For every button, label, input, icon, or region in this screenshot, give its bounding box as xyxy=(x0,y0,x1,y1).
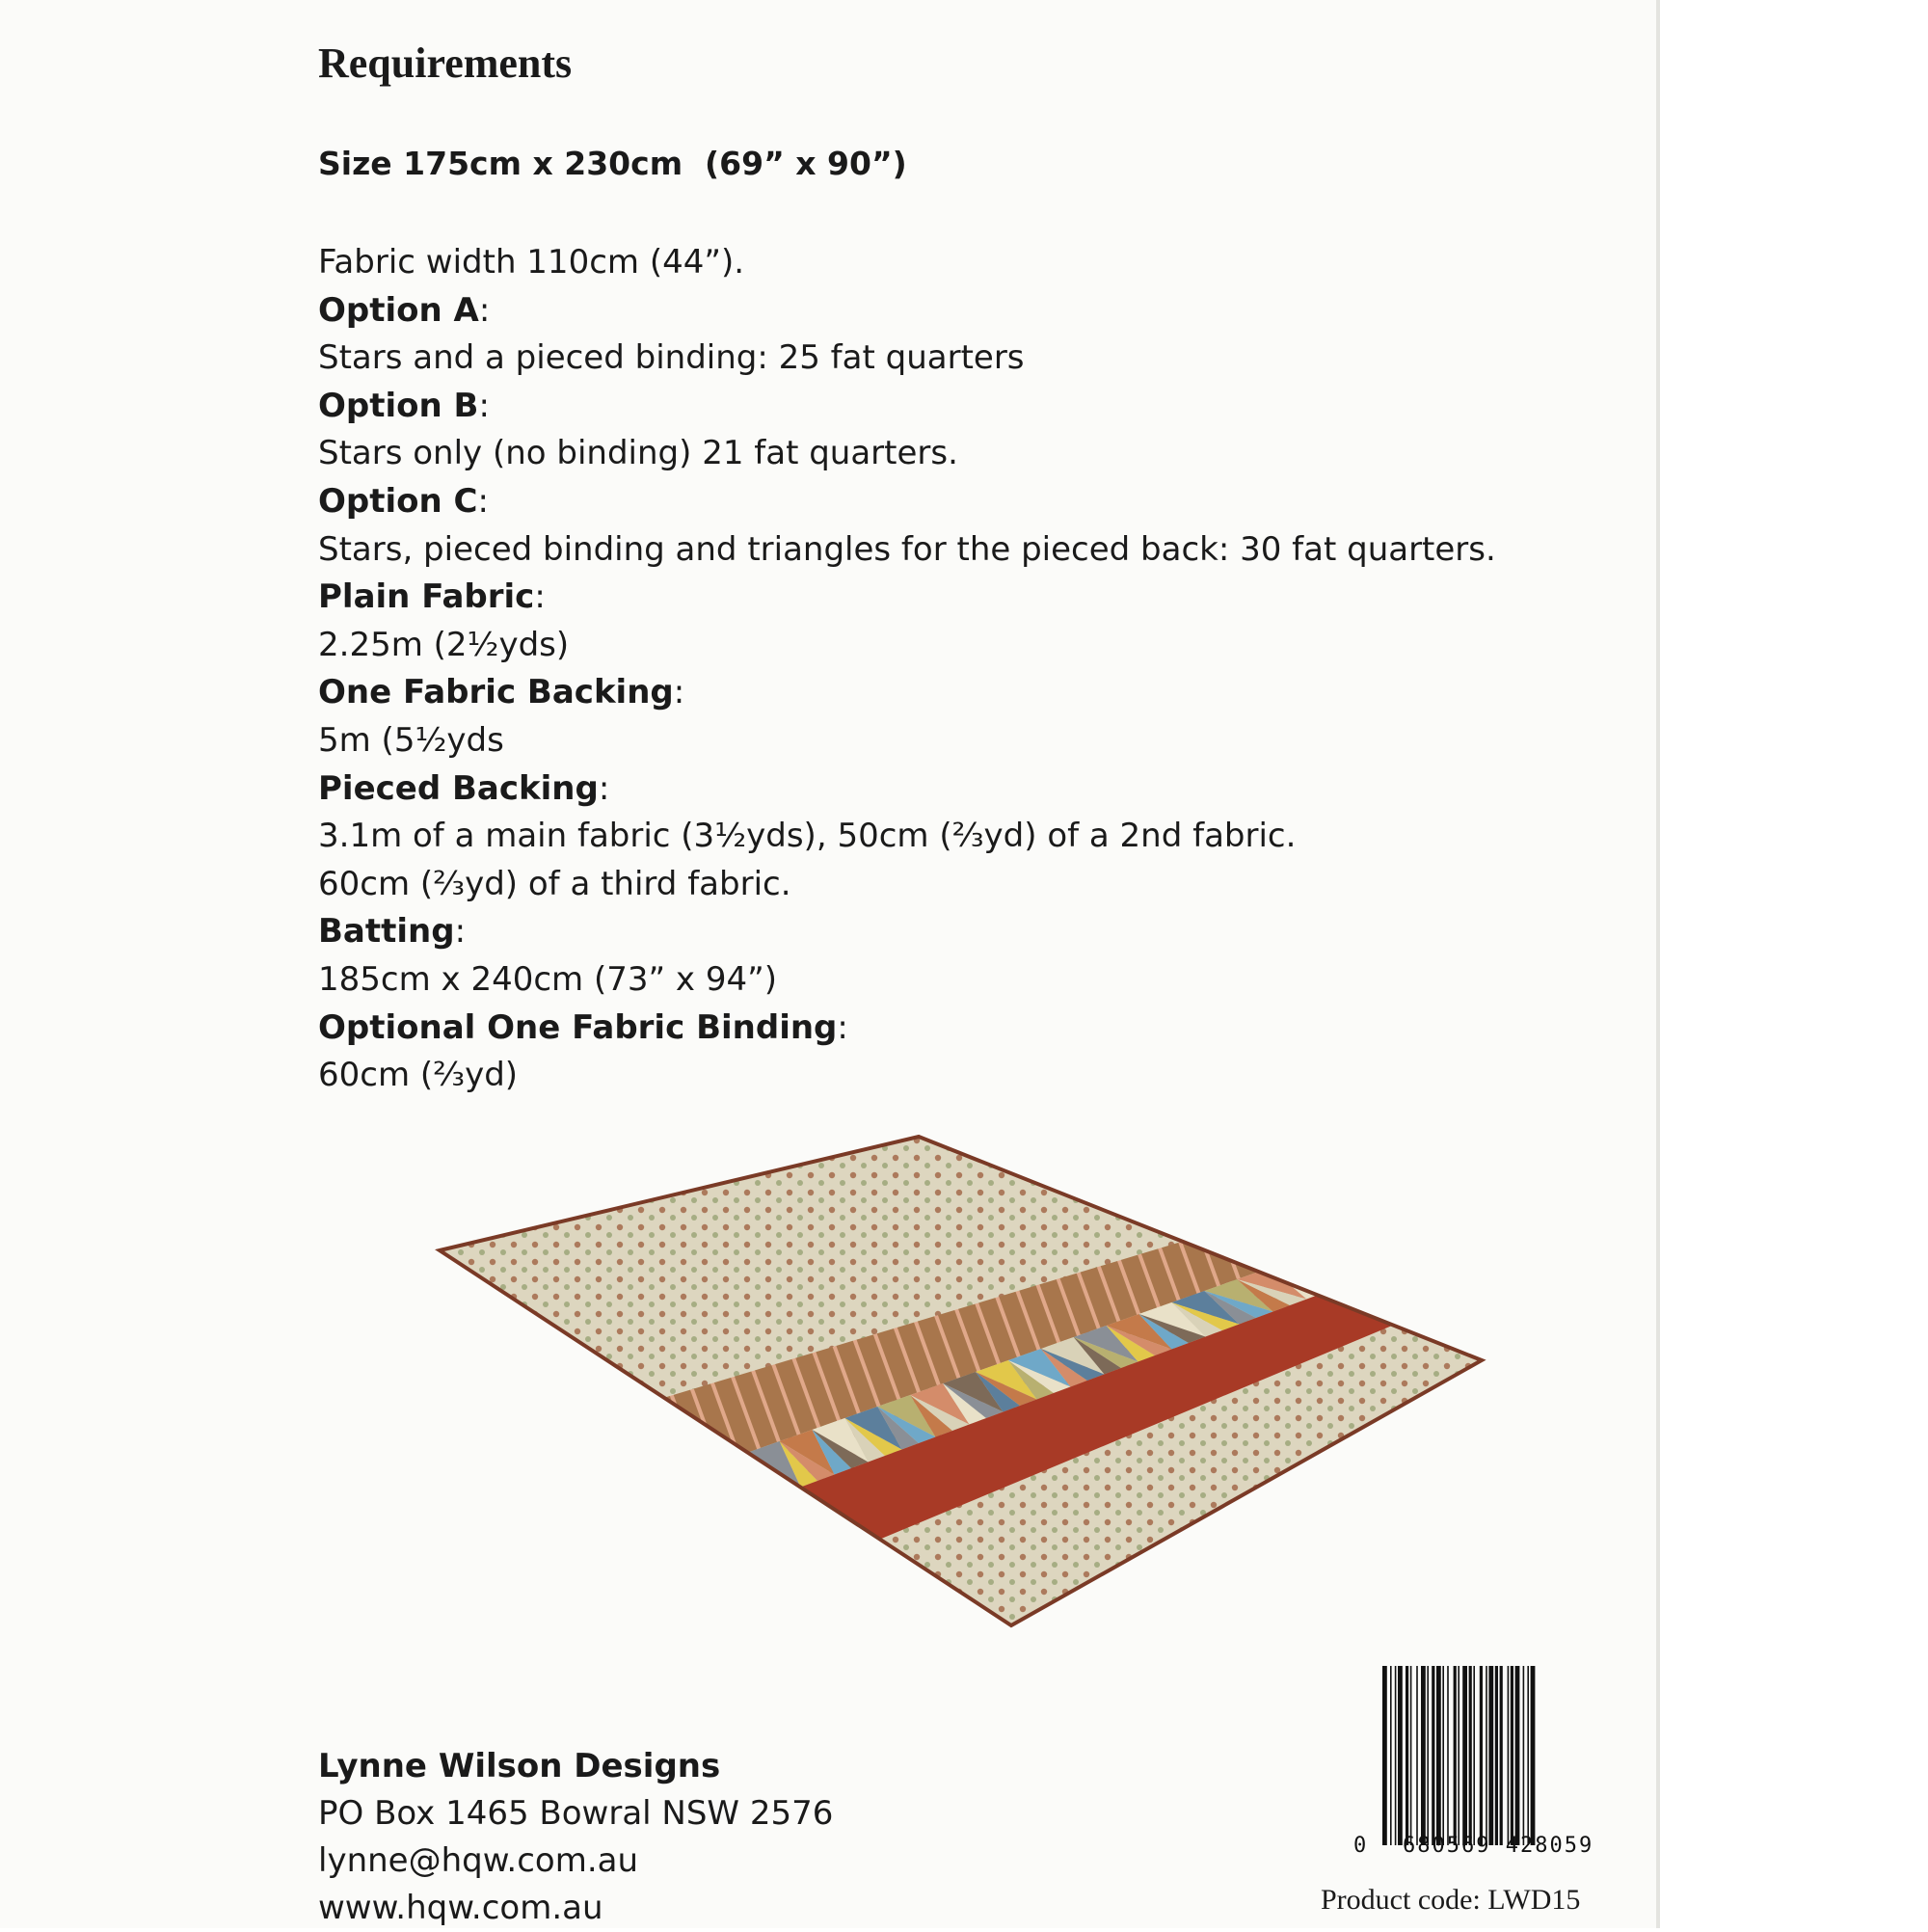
barcode-bar xyxy=(1500,1666,1503,1845)
company-name: Lynne Wilson Designs xyxy=(318,1747,721,1785)
barcode-bar xyxy=(1395,1666,1397,1845)
requirement-line: Option B: xyxy=(318,386,490,425)
requirement-line: 185cm x 240cm (73” x 94”) xyxy=(318,959,777,999)
website-address: www.hqw.com.au xyxy=(318,1889,603,1927)
patch-triangle xyxy=(649,1488,700,1531)
barcode-bar xyxy=(1523,1666,1525,1845)
barcode-bar xyxy=(1436,1666,1441,1845)
barcode-bar xyxy=(1406,1666,1408,1845)
requirement-line: Stars only (no binding) 21 fat quarters. xyxy=(318,434,958,473)
barcode-bar xyxy=(1515,1666,1520,1845)
requirement-line: Pieced Backing: xyxy=(318,768,610,808)
requirement-line: 60cm (⅔yd) of a third fabric. xyxy=(318,864,791,903)
postal-address: PO Box 1465 Bowral NSW 2576 xyxy=(318,1794,834,1833)
barcode-bar xyxy=(1486,1666,1487,1845)
page-title: Requirements xyxy=(318,40,573,87)
barcode-bar xyxy=(1495,1666,1498,1845)
page-edge xyxy=(1656,0,1660,1928)
requirement-line: 60cm (⅔yd) xyxy=(318,1056,519,1095)
patch-triangle xyxy=(714,1464,767,1506)
publisher-address xyxy=(318,1743,833,1932)
requirement-line: Option A: xyxy=(318,290,491,330)
patch-triangle xyxy=(682,1464,734,1513)
barcode-bar xyxy=(1458,1666,1459,1845)
patch-triangle xyxy=(714,1464,750,1513)
requirement-line: Stars and a pieced binding: 25 fat quarters xyxy=(318,338,1025,378)
requirement-line: Stars, pieced binding and triangles for the pieced back: 30 fat quarters. xyxy=(318,529,1496,569)
barcode-bar xyxy=(1469,1666,1472,1845)
requirement-line: Plain Fabric: xyxy=(318,577,546,617)
quilt-illustration-icon xyxy=(424,1118,1504,1658)
patch-triangle xyxy=(682,1476,716,1525)
patch-triangle xyxy=(1302,1256,1357,1287)
requirement-line: Fabric width 110cm (44”). xyxy=(318,243,745,282)
requirement-line: Optional One Fabric Binding: xyxy=(318,1007,848,1047)
barcode-bar xyxy=(1432,1666,1434,1845)
requirement-line: One Fabric Backing: xyxy=(318,673,685,712)
requirements-list xyxy=(318,239,1496,1100)
barcode-icon xyxy=(1380,1666,1620,1857)
barcode-bar xyxy=(1447,1666,1449,1845)
barcode-bar xyxy=(1416,1666,1418,1845)
barcode-bar xyxy=(1454,1666,1457,1845)
barcode-bar xyxy=(1442,1666,1444,1845)
barcode-bar xyxy=(1427,1666,1429,1845)
email-address: lynne@hqw.com.au xyxy=(318,1841,639,1880)
requirement-line: 3.1m of a main fabric (3½yds), 50cm (⅔yd) of a 2nd fabric. xyxy=(318,817,1297,856)
barcode-bar xyxy=(1511,1666,1513,1845)
quilt-size: Size 175cm x 230cm (69” x 90”) xyxy=(318,145,907,182)
barcode-bar xyxy=(1410,1666,1412,1845)
quilt-body xyxy=(424,1118,1504,1658)
barcode-first-digit: 0 xyxy=(1353,1834,1367,1858)
barcode-bar xyxy=(1488,1666,1493,1845)
barcode-bar xyxy=(1382,1666,1387,1845)
barcode-bar xyxy=(1480,1666,1483,1845)
quilt-photo xyxy=(424,1118,1504,1658)
barcode xyxy=(1380,1666,1620,1857)
product-code: Product code: LWD15 xyxy=(1321,1884,1581,1916)
barcode-bar xyxy=(1531,1666,1536,1845)
barcode-bar xyxy=(1398,1666,1403,1845)
barcode-bar xyxy=(1508,1666,1510,1845)
barcode-bar xyxy=(1462,1666,1467,1845)
barcode-bar xyxy=(1473,1666,1475,1845)
requirement-line: 2.25m (2½yds) xyxy=(318,625,570,664)
patch-triangle xyxy=(682,1476,734,1518)
barcode-bar xyxy=(1390,1666,1392,1845)
patch-triangle xyxy=(649,1476,700,1525)
requirement-line: 5m (5½yds xyxy=(318,720,504,760)
requirement-line: Option C: xyxy=(318,481,489,521)
barcode-bar xyxy=(1527,1666,1529,1845)
barcode-bar xyxy=(1421,1666,1426,1845)
barcode-digits: 680569 428059 xyxy=(1403,1834,1594,1858)
requirement-line: Batting: xyxy=(318,912,467,952)
